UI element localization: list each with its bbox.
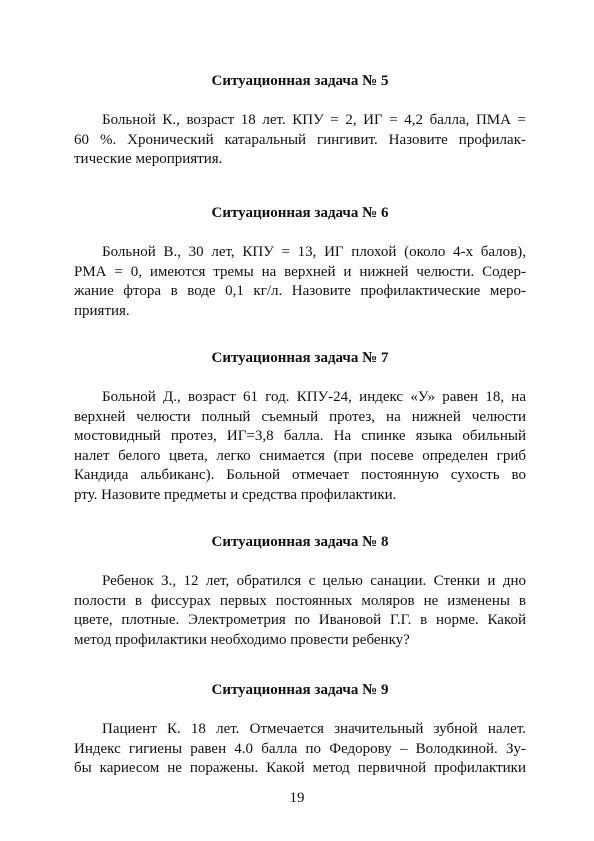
text-line: Больной Д., возраст 61 год. КПУ-24, индекс «У» равен 18, на xyxy=(102,389,526,405)
task-text xyxy=(74,243,526,321)
text-line: жание фтора в воде 0,1 кг/л. Назовите профилактические меро- xyxy=(74,283,526,299)
task-5 xyxy=(74,72,526,170)
page-number: 19 xyxy=(289,790,305,806)
text-line: Кандида альбиканс). Больной отмечает постоянную сухость во xyxy=(74,467,526,483)
text-line: налет белого цвета, легко снимается (при посеве определен гриб xyxy=(74,447,526,464)
task-text xyxy=(74,572,526,650)
text-line: Пациент К. 18 лет. Отмечается значительный зубной налет. xyxy=(102,721,526,737)
text-line: бы кариесом не поражены. Какой метод первичной профилактики xyxy=(74,760,526,776)
task-text xyxy=(74,388,526,505)
text-line: полости в фиссурах первых постоянных моляров не изменены в xyxy=(74,592,526,609)
text-line: цвете, плотные. Электрометрия по Ивановой Г.Г. в норме. Какой xyxy=(74,612,526,628)
text-line: приятия. xyxy=(74,302,130,319)
task-text xyxy=(74,111,526,170)
text-line: Ребенок З., 12 лет, обратился с целью санации. Стенки и дно xyxy=(102,573,526,589)
text-line: Больной В., 30 лет, КПУ = 13, ИГ плохой (около 4-х балов), xyxy=(102,244,526,260)
text-line: рту. Назовите предметы и средства профилактики. xyxy=(74,486,397,503)
text-line: РМА = 0, имеются тремы на верхней и нижней челюсти. Содер- xyxy=(74,263,526,280)
text-line: 60 %. Хронический катаральный гингивит. Назовите профилак- xyxy=(74,131,526,148)
text-line: Индекс гигиены равен 4.0 балла по Федорову – Володкиной. Зу- xyxy=(74,740,526,757)
task-7 xyxy=(74,349,526,505)
task-6 xyxy=(74,204,526,321)
task-8 xyxy=(74,533,526,650)
text-line: Больной К., возраст 18 лет. КПУ = 2, ИГ = 4,2 балла, ПМА = xyxy=(102,112,526,128)
task-text xyxy=(74,720,526,779)
text-line: верхней челюсти полный съемный протез, на нижней челюсти xyxy=(74,408,526,425)
task-title: Ситуационная задача № 9 xyxy=(211,682,389,698)
task-title: Ситуационная задача № 6 xyxy=(211,205,389,221)
task-title: Ситуационная задача № 5 xyxy=(211,73,389,89)
task-title: Ситуационная задача № 7 xyxy=(211,350,389,366)
text-line: мостовидный протез, ИГ=3,8 балла. На спинке языка обильный xyxy=(74,428,526,444)
text-line: тические мероприятия. xyxy=(74,151,223,167)
task-title: Ситуационная задача № 8 xyxy=(211,534,389,550)
text-line: метод профилактики необходимо провести ребенку? xyxy=(74,631,410,648)
task-9 xyxy=(74,681,526,779)
